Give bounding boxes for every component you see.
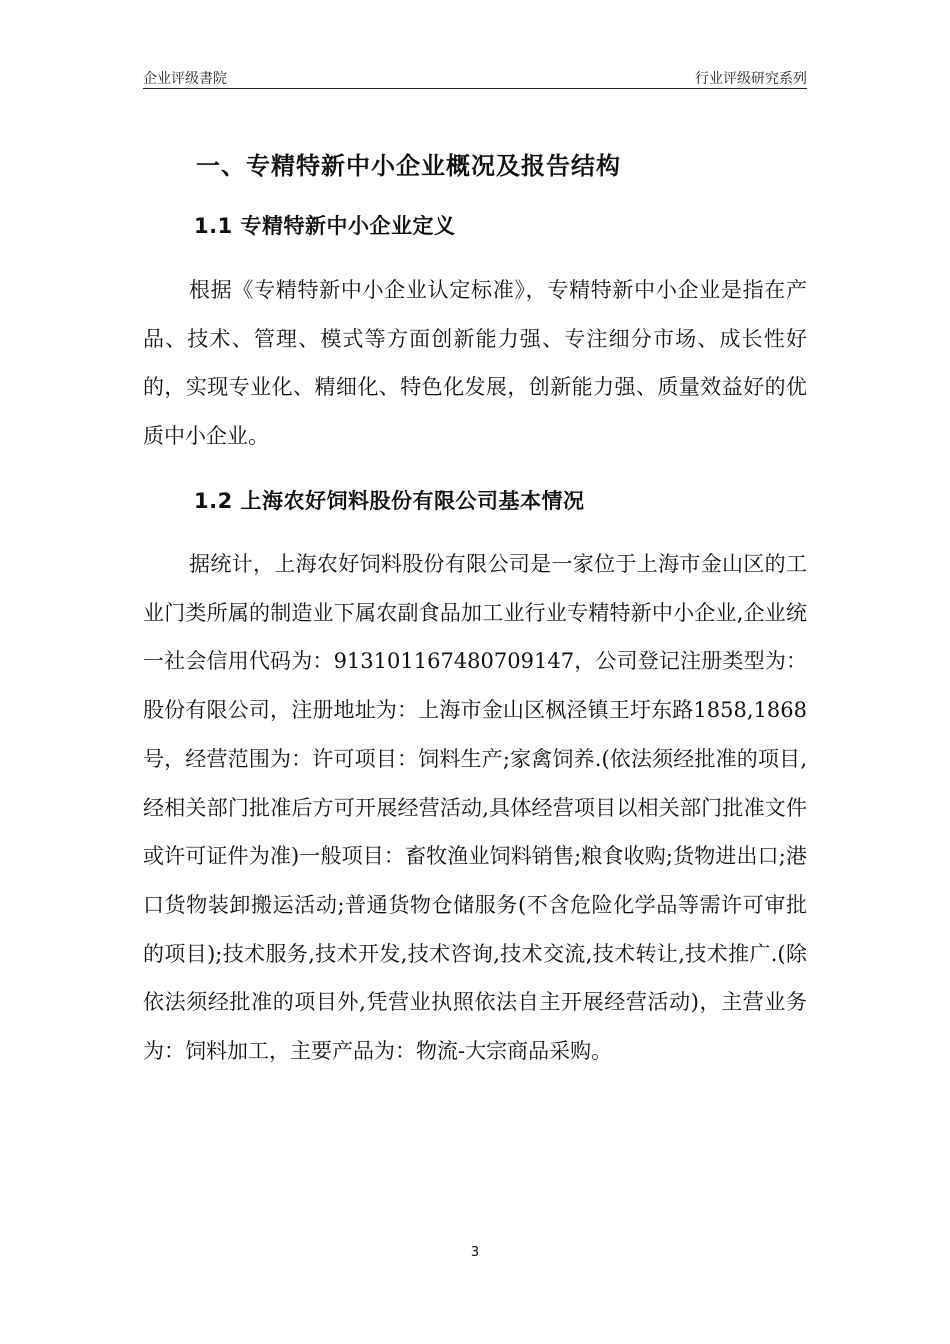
company-paragraph: 据统计，上海农好饲料股份有限公司是一家位于上海市金山区的工业门类所属的制造业下属农副食品加工业行业专精特新中小企业,企业统一社会信用代码为：913101167480709147，公司登记注册类型为：股份有限公司，注册地址为：上海市金山区枫泾镇王圩东路1858,1868号，经营范围为：许可项目：饲料生产;家禽饲养.(依法须经批准的项目,经相关部门批准后方可开展经营活动,具体经营项目以相关部门批准文件或许可证件为准)一般项目：畜牧渔业饲料销售;粮食收购;货物进出口;港口货物装卸搬运活动;普通货物仓储服务(不含危险化学品等需许可审批的项目);技术服务,技术开发,技术咨询,技术交流,技术转让,技术推广.(除依法须经批准的项目外,凭营业执照依法自主开展经营活动)，主营业务为：饲料加工，主要产品为：物流-大宗商品采购。 [143,552,807,1064]
page-header [143,66,807,89]
page-number: 3 [470,1245,480,1260]
subsection-title-definition: 1.1 专精特新中小企业定义 [194,214,456,238]
definition-paragraph: 根据《专精特新中小企业认定标准》，专精特新中小企业是指在产品、技术、管理、模式等方面创新能力强、专注细分市场、成长性好的，实现专业化、精细化、特色化发展，创新能力强、质量效益好的优质中小企业。 [143,278,807,449]
header-left-text: 企业评级書院 [143,71,227,87]
header-right-text: 行业评级研究系列 [695,71,807,87]
subsection-title-company: 1.2 上海农好饲料股份有限公司基本情况 [194,489,585,513]
section-title: 一、专精特新中小企业概况及报告结构 [196,152,621,180]
